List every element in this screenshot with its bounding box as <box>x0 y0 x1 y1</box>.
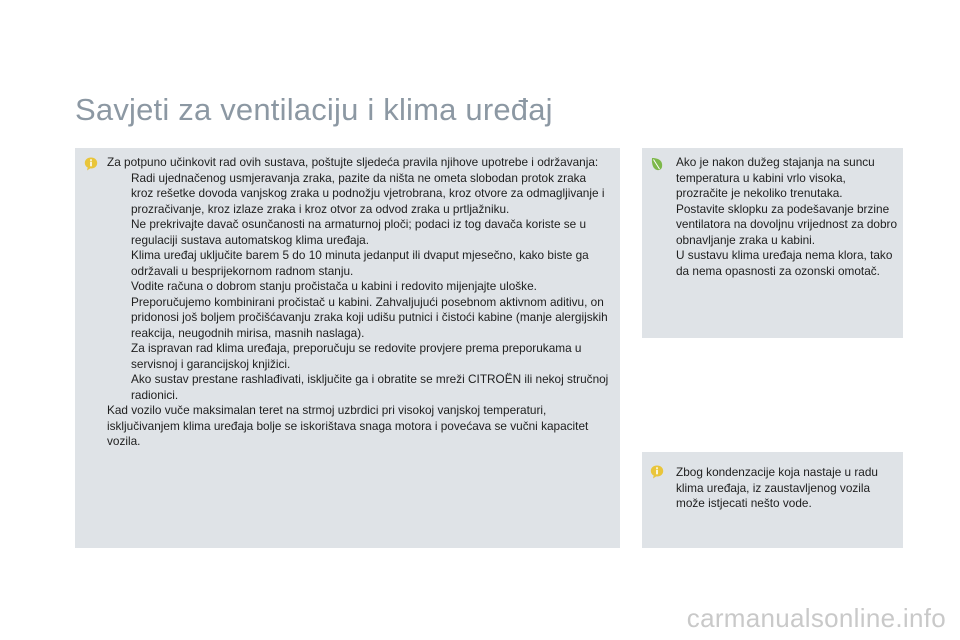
page-title: Savjeti za ventilaciju i klima uređaj <box>75 92 553 127</box>
list-item <box>107 171 609 218</box>
eco-leaf-icon <box>650 157 664 171</box>
list-item-text: Vodite računa o dobrom stanju pročistača u kabini i redovito mijenjajte uloške. Preporučujemo kombinirani pročistač u kabini. Zahvaljujući posebnom aktivnom aditivu, on pridonosi još boljem pročišćavanju zraka koji udišu putnici i čistoći kabine (manje alergijskih reakcija, neugodnih mirisa, masnih naslaga). <box>131 279 608 340</box>
list-item-text: Za ispravan rad klima uređaja, preporučuju se redovite provjere prema preporukama u servisnoj i garancijskoj knjižici. <box>131 341 582 371</box>
list-item-text: Klima uređaj uključite barem 5 do 10 minuta jedanput ili dvaput mjesečno, kako biste ga održavali u besprijekornom radnom stanju. <box>131 248 589 278</box>
tips-list <box>107 171 609 404</box>
info-icon <box>650 465 664 479</box>
eco-box-text <box>676 155 898 279</box>
list-item <box>107 341 609 372</box>
info-icon <box>84 157 98 171</box>
list-item-text: Ako sustav prestane rashlađivati, isključite ga i obratite se mreži CITROËN ili nekoj stručnoj radionici. <box>131 372 609 402</box>
condensation-box-text <box>676 465 891 512</box>
main-box-text <box>107 155 609 450</box>
intro-paragraph: Za potpuno učinkovit rad ovih sustava, poštujte sljedeća pravila njihove upotrebe i održavanja: <box>107 155 599 169</box>
list-item <box>107 248 609 279</box>
list-item-text: Radi ujednačenog usmjeravanja zraka, pazite da ništa ne ometa slobodan protok zraka kroz rešetke dovoda vanjskog zraka u podnožju vjetrobrana, kroz otvore za odmagljivanje i prozračivanje, kroz izlaze zraka i kroz otvor za odvod zraka u prtljažniku. <box>131 170 605 216</box>
list-item <box>107 217 609 248</box>
list-item <box>107 279 609 341</box>
eco-paragraph-1: Ako je nakon dužeg stajanja na suncu temperatura u kabini vrlo visoka, prozračite je nekoliko trenutaka. <box>676 155 875 200</box>
condensation-paragraph: Zbog kondenzacije koja nastaje u radu klima uređaja, iz zaustavljenog vozila može istjecati nešto vode. <box>676 465 878 510</box>
list-item-text: Ne prekrivajte davač osunčanosti na armaturnoj ploči; podaci iz tog davača koriste se u regulaciji sustava automatskog klima uređaja. <box>131 217 587 247</box>
eco-paragraph-2: Postavite sklopku za podešavanje brzine ventilatora na dovoljnu vrijednost za dobro obnavljanje zraka u kabini. <box>676 201 898 247</box>
watermark: carmanualsonline.info <box>686 603 946 633</box>
outro-paragraph: Kad vozilo vuče maksimalan teret na strmoj uzbrdici pri visokoj vanjskoj temperaturi, isključivanjem klima uređaja bolje se iskorištava snaga motora i povećava se vučni kapacitet vozila. <box>107 403 589 448</box>
list-item <box>107 372 609 403</box>
eco-paragraph-3: U sustavu klima uređaja nema klora, tako da nema opasnosti za ozonski omotač. <box>676 248 893 278</box>
